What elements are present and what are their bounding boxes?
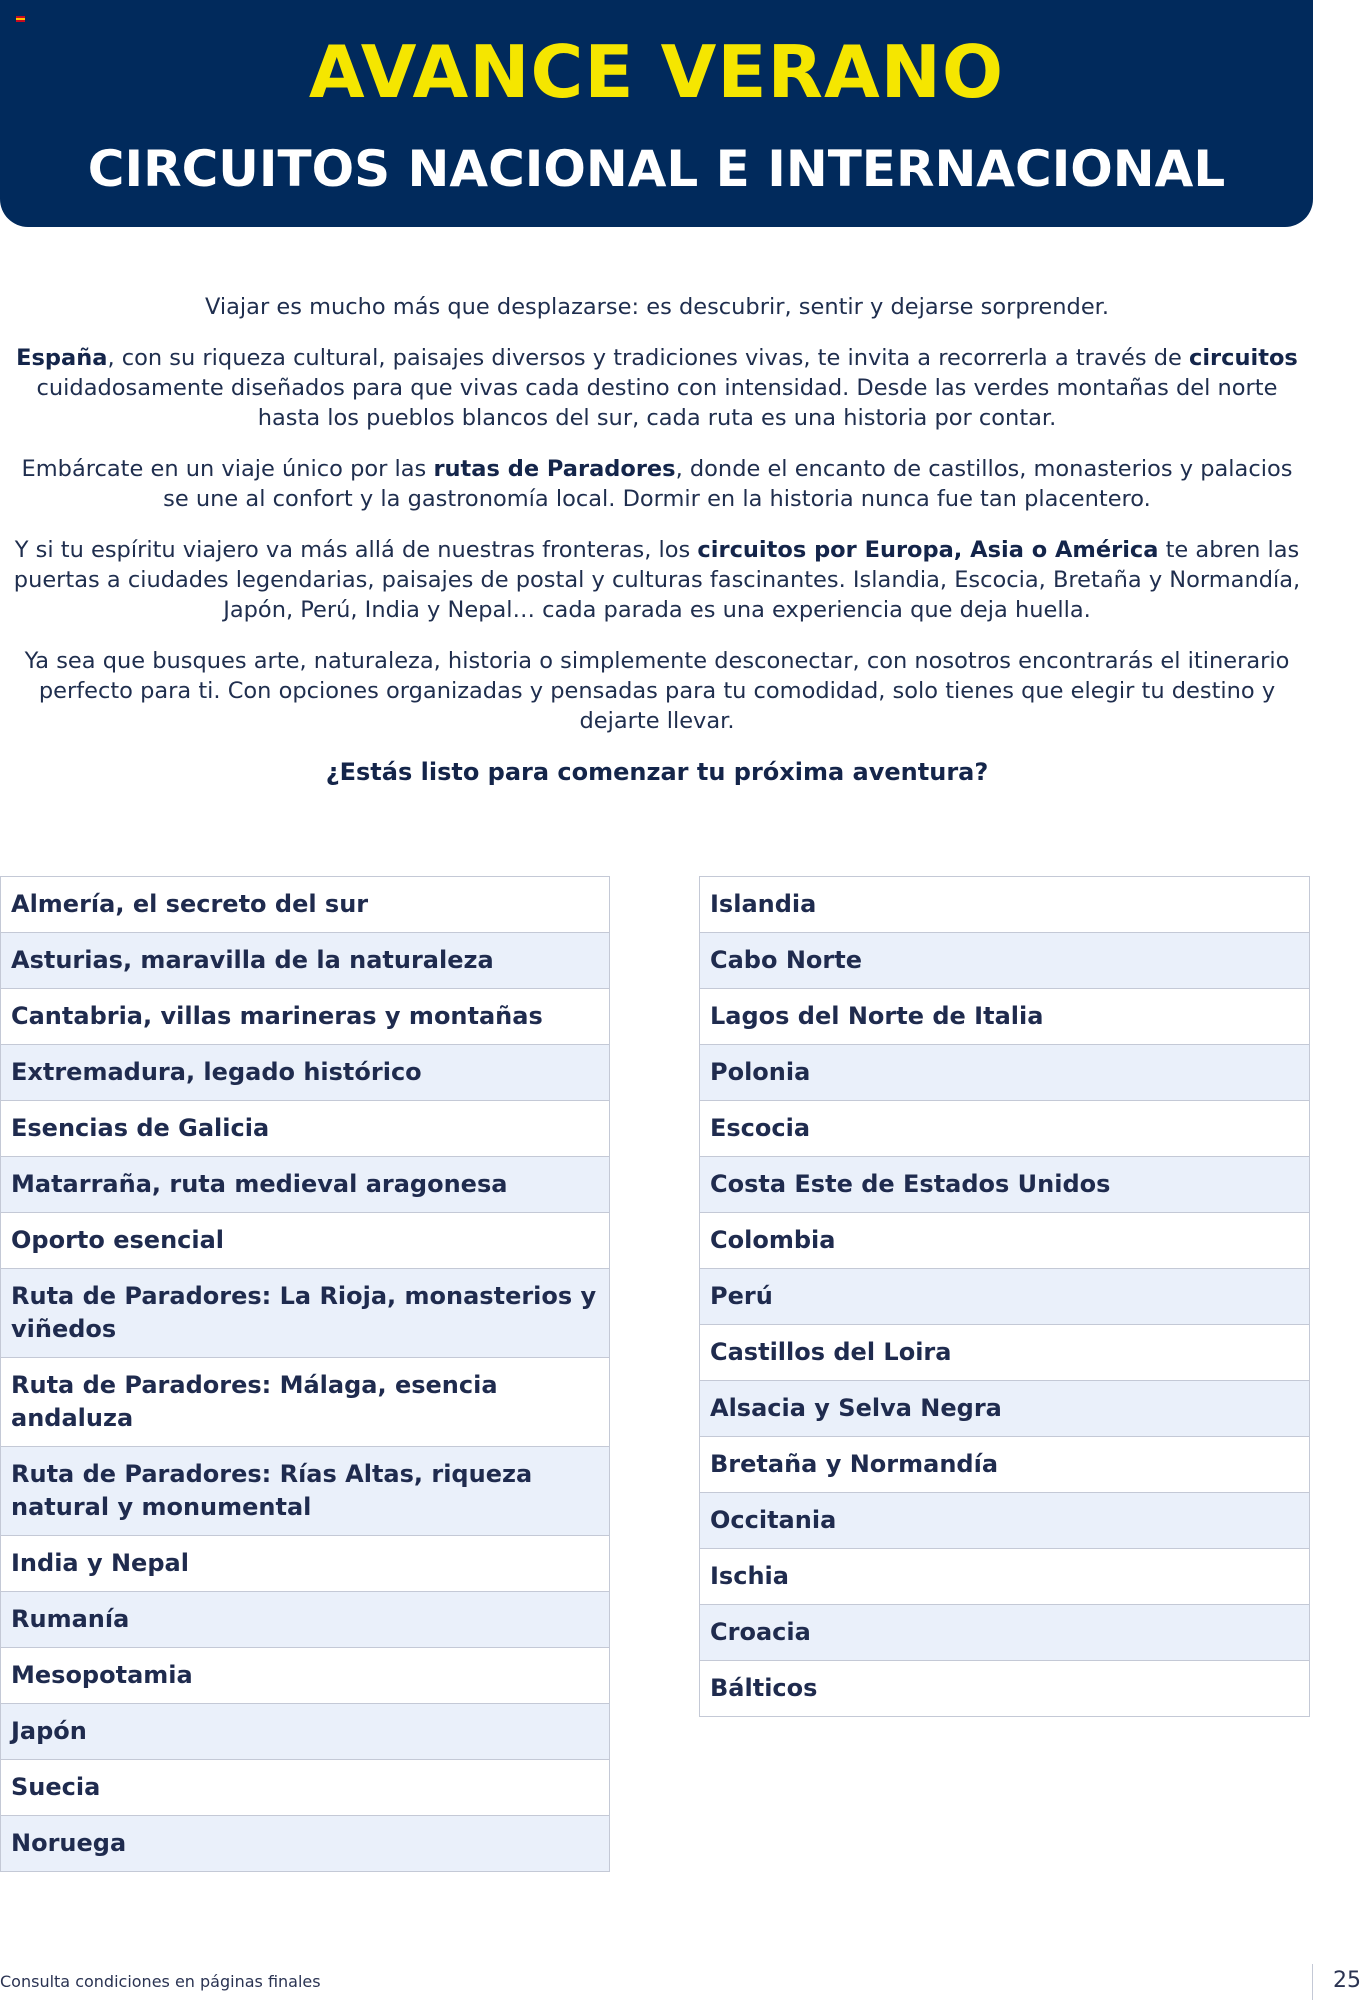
circuit-row[interactable]: Bretaña y Normandía — [699, 1437, 1310, 1493]
bold-rutas-paradores: rutas de Paradores — [433, 456, 676, 482]
intro-text — [12, 292, 1302, 808]
circuit-row[interactable]: Islandia — [699, 877, 1310, 933]
circuit-row[interactable]: Perú — [699, 1269, 1310, 1325]
circuit-row[interactable]: Cantabria, villas marineras y montañas — [0, 989, 610, 1045]
circuit-row[interactable]: Asturias, maravilla de la naturaleza — [0, 933, 610, 989]
text-span: te abren las puertas a ciudades legendarias, paisajes de postal y culturas fascinantes. Islandia, Escocia, Bretaña y Normandía, Japón, Perú, India y Nepal… cada parada es una experiencia que deja huella. — [13, 537, 1301, 623]
footer-note: Consulta condiciones en páginas finales — [0, 1972, 321, 1991]
circuit-row[interactable]: Ruta de Paradores: Málaga, esencia andaluza — [0, 1358, 610, 1447]
circuit-row[interactable]: Matarraña, ruta medieval aragonesa — [0, 1157, 610, 1213]
page-subtitle: CIRCUITOS NACIONAL E INTERNACIONAL — [87, 140, 1226, 198]
circuit-row[interactable]: Escocia — [699, 1101, 1310, 1157]
bold-espana: España — [16, 345, 108, 371]
circuit-row[interactable]: Noruega — [0, 1816, 610, 1872]
bold-circuitos: circuitos — [1189, 345, 1298, 371]
circuit-row[interactable]: Almería, el secreto del sur — [0, 877, 610, 933]
header-banner — [0, 0, 1313, 227]
text-span: , con su riqueza cultural, paisajes diversos y tradiciones vivas, te invita a recorrerla a través de — [107, 345, 1189, 371]
circuit-row[interactable]: Castillos del Loira — [699, 1325, 1310, 1381]
circuit-row[interactable]: Costa Este de Estados Unidos — [699, 1157, 1310, 1213]
circuit-row[interactable]: Ruta de Paradores: La Rioja, monasterios y viñedos — [0, 1269, 610, 1358]
circuit-row[interactable]: Bálticos — [699, 1661, 1310, 1717]
bold-circuitos-internacionales: circuitos por Europa, Asia o América — [697, 537, 1159, 563]
intro-question: ¿Estás listo para comenzar tu próxima aventura? — [325, 758, 989, 786]
circuit-row[interactable]: Occitania — [699, 1493, 1310, 1549]
national-circuits-list — [0, 876, 610, 1872]
circuit-row[interactable]: Colombia — [699, 1213, 1310, 1269]
international-circuits-list — [699, 876, 1310, 1717]
intro-paragraph-4 — [12, 535, 1302, 625]
text-span: Embárcate en un viaje único por las — [21, 456, 434, 482]
circuit-row[interactable]: Ischia — [699, 1549, 1310, 1605]
spain-flag-icon — [16, 16, 25, 22]
intro-paragraph-3 — [12, 454, 1302, 514]
circuit-row[interactable]: Suecia — [0, 1760, 610, 1816]
circuit-row[interactable]: Polonia — [699, 1045, 1310, 1101]
circuit-row[interactable]: Lagos del Norte de Italia — [699, 989, 1310, 1045]
intro-paragraph-1: Viajar es mucho más que desplazarse: es descubrir, sentir y dejarse sorprender. — [204, 294, 1110, 320]
circuit-row[interactable]: Ruta de Paradores: Rías Altas, riqueza natural y monumental — [0, 1447, 610, 1536]
circuit-row[interactable]: Rumanía — [0, 1592, 610, 1648]
circuit-row[interactable]: Oporto esencial — [0, 1213, 610, 1269]
footer-divider — [1312, 1964, 1313, 2000]
text-span: Y si tu espíritu viajero va más allá de nuestras fronteras, los — [14, 537, 698, 563]
circuit-row[interactable]: Japón — [0, 1704, 610, 1760]
circuit-row[interactable]: Croacia — [699, 1605, 1310, 1661]
text-span: cuidadosamente diseñados para que vivas cada destino con intensidad. Desde las verdes montañas del norte hasta los pueblos blancos del sur, cada ruta es una historia por contar. — [36, 375, 1278, 431]
circuit-row[interactable]: India y Nepal — [0, 1536, 610, 1592]
circuit-row[interactable]: Esencias de Galicia — [0, 1101, 610, 1157]
page-title: AVANCE VERANO — [308, 30, 1005, 114]
circuit-row[interactable]: Mesopotamia — [0, 1648, 610, 1704]
page-number: 25 — [1333, 1968, 1361, 1993]
circuit-row[interactable]: Cabo Norte — [699, 933, 1310, 989]
intro-paragraph-5: Ya sea que busques arte, naturaleza, historia o simplemente desconectar, con nosotros encontrarás el itinerario perfecto para ti. Con opciones organizadas y pensadas para tu comodidad, solo tienes que elegir tu destino y dejarte llevar. — [24, 648, 1290, 734]
text-span: , donde el encanto de castillos, monasterios y palacios se une al confort y la gastronomía local. Dormir en la historia nunca fue tan placentero. — [163, 456, 1293, 512]
intro-paragraph-2 — [12, 343, 1302, 433]
circuit-row[interactable]: Extremadura, legado histórico — [0, 1045, 610, 1101]
circuit-row[interactable]: Alsacia y Selva Negra — [699, 1381, 1310, 1437]
